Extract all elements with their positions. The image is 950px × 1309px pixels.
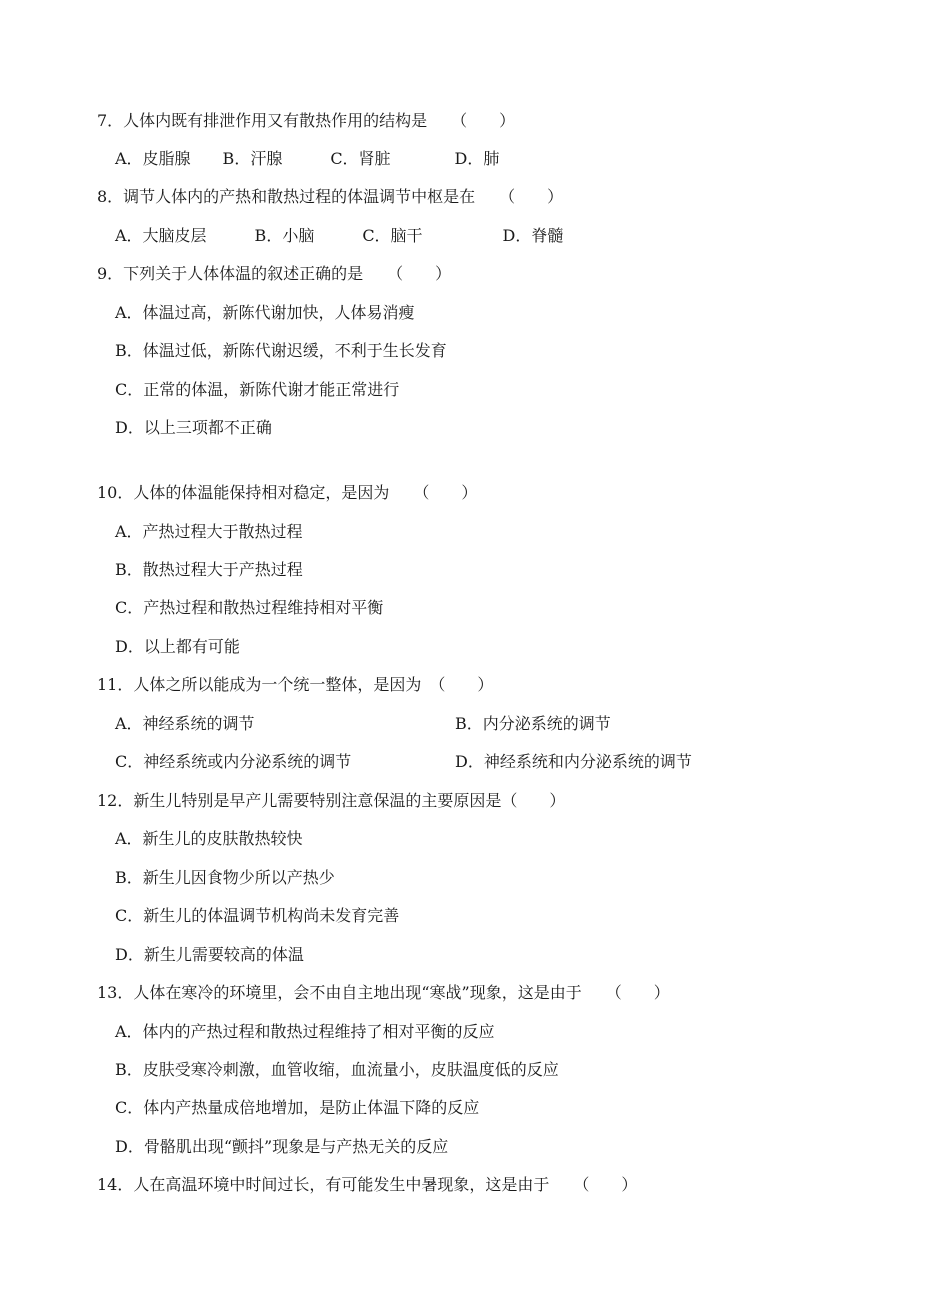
question-11-option-a: A．神经系统的调节	[115, 714, 255, 733]
question-10-option-d: D．以上都有可能	[115, 637, 240, 656]
question-13-stem: 13．人体在寒冷的环境里，会不由自主地出现“寒战”现象，这是由于 （ ）	[97, 983, 670, 1002]
question-8-options: A．大脑皮层 B．小脑 C．脑干 D．脊髓	[115, 226, 564, 245]
question-13-option-b: B．皮肤受寒冷刺激，血管收缩，血流量小，皮肤温度低的反应	[115, 1060, 559, 1079]
question-14-stem: 14．人在高温环境中时间过长，有可能发生中暑现象，这是由于 （ ）	[97, 1175, 638, 1194]
question-7-options: A．皮脂腺 B．汗腺 C．肾脏 D．肺	[115, 149, 500, 168]
question-12-option-c: C．新生儿的体温调节机构尚未发育完善	[115, 906, 400, 925]
question-7-stem: 7．人体内既有排泄作用又有散热作用的结构是 （ ）	[97, 111, 516, 130]
question-12-option-a: A．新生儿的皮肤散热较快	[115, 829, 303, 848]
question-9-option-b: B．体温过低，新陈代谢迟缓，不利于生长发育	[115, 341, 447, 360]
question-13-option-d: D．骨骼肌出现“颤抖”现象是与产热无关的反应	[115, 1137, 449, 1156]
question-9-option-a: A．体温过高，新陈代谢加快，人体易消瘦	[115, 303, 415, 322]
question-11-option-b: B．内分泌系统的调节	[455, 714, 611, 733]
question-8-stem: 8．调节人体内的产热和散热过程的体温调节中枢是在 （ ）	[97, 187, 564, 206]
question-12-stem: 12．新生儿特别是早产儿需要特别注意保温的主要原因是（ ）	[97, 791, 566, 810]
question-13-option-c: C．体内产热量成倍地增加，是防止体温下降的反应	[115, 1098, 480, 1117]
question-13-option-a: A．体内的产热过程和散热过程维持了相对平衡的反应	[115, 1022, 495, 1041]
question-9-option-d: D．以上三项都不正确	[115, 418, 272, 437]
question-10-stem: 10．人体的体温能保持相对稳定，是因为 （ ）	[97, 483, 478, 502]
question-9-stem: 9．下列关于人体体温的叙述正确的是 （ ）	[97, 264, 452, 283]
question-11-stem: 11．人体之所以能成为一个统一整体，是因为 （ ）	[97, 675, 494, 694]
question-10-option-a: A．产热过程大于散热过程	[115, 522, 303, 541]
question-12-option-b: B．新生儿因食物少所以产热少	[115, 868, 335, 887]
question-10-option-c: C．产热过程和散热过程维持相对平衡	[115, 598, 384, 617]
question-10-option-b: B．散热过程大于产热过程	[115, 560, 303, 579]
question-9-option-c: C．正常的体温，新陈代谢才能正常进行	[115, 380, 400, 399]
question-11-option-d: D．神经系统和内分泌系统的调节	[455, 752, 692, 771]
question-11-option-c: C．神经系统或内分泌系统的调节	[115, 752, 352, 771]
question-12-option-d: D．新生儿需要较高的体温	[115, 945, 304, 964]
